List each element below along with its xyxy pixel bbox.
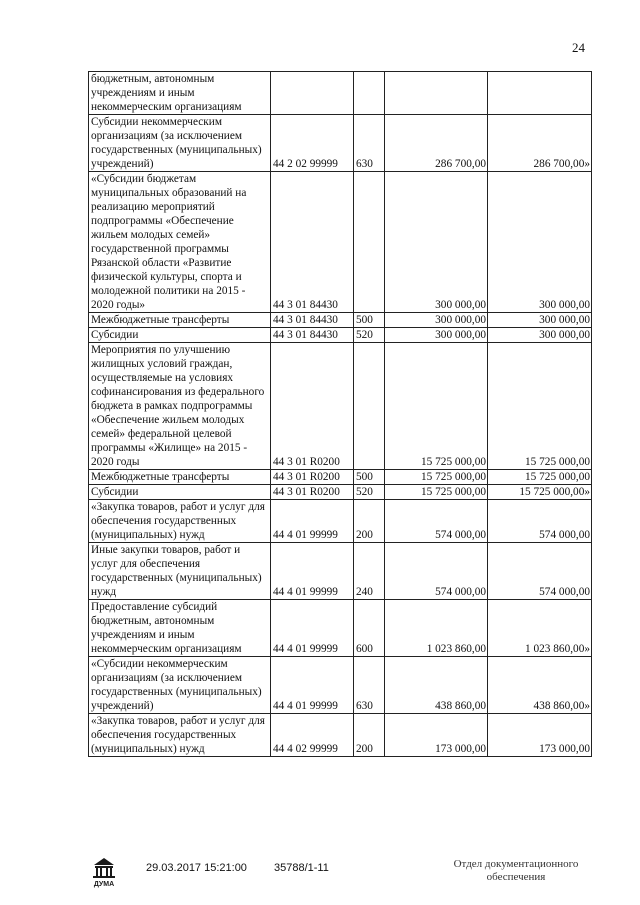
row-kind-cell: 520	[354, 328, 385, 343]
row-code-cell: 44 3 01 R0200	[271, 485, 354, 500]
table-row	[89, 485, 592, 500]
footer-date: 29.03.2017 15:21:00	[146, 862, 247, 874]
table-row	[89, 500, 592, 543]
row-name-cell: Предоставление субсидий бюджетным, автономным учреждениям и иным некоммерческим организациям	[89, 600, 271, 657]
row-kind-cell: 240	[354, 543, 385, 600]
row-code-cell: 44 4 01 99999	[271, 657, 354, 714]
row-sum-initial-cell: 15 725 000,00	[385, 485, 488, 500]
row-kind-cell: 630	[354, 115, 385, 172]
row-name-cell: «Субсидии некоммерческим организациям (за исключением государственных (муниципальных) учреждений)	[89, 657, 271, 714]
row-kind-cell: 500	[354, 313, 385, 328]
row-name-cell: Субсидии	[89, 328, 271, 343]
row-code-cell: 44 4 01 99999	[271, 600, 354, 657]
row-kind-cell: 520	[354, 485, 385, 500]
row-sum-final-cell: 15 725 000,00	[488, 470, 592, 485]
row-code-cell: 44 3 01 R0200	[271, 470, 354, 485]
row-kind-cell	[354, 72, 385, 115]
row-sum-initial-cell: 1 023 860,00	[385, 600, 488, 657]
duma-emblem-icon	[86, 856, 122, 888]
row-code-cell: 44 2 02 99999	[271, 115, 354, 172]
row-name-cell: Мероприятия по улучшению жилищных условий граждан, осуществляемые на условиях софинансирования из федерального бюджета в рамках подпрограммы «Обеспечение жильем молодых семей» федеральной целевой программы «Жилище» на 2015 - 2020 годы	[89, 343, 271, 470]
table-row	[89, 657, 592, 714]
table-row	[89, 470, 592, 485]
row-sum-initial-cell: 15 725 000,00	[385, 343, 488, 470]
row-name-cell: Межбюджетные трансферты	[89, 470, 271, 485]
table-row	[89, 343, 592, 470]
row-sum-final-cell: 438 860,00»	[488, 657, 592, 714]
footer	[0, 856, 640, 896]
row-sum-initial-cell: 15 725 000,00	[385, 470, 488, 485]
footer-department: Отдел документационного обеспечения	[453, 858, 579, 883]
row-name-cell: «Закупка товаров, работ и услуг для обеспечения государственных (муниципальных) нужд	[89, 500, 271, 543]
table-row	[89, 72, 592, 115]
row-sum-final-cell: 1 023 860,00»	[488, 600, 592, 657]
row-kind-cell	[354, 343, 385, 470]
table-row	[89, 600, 592, 657]
page-number: 24	[572, 40, 585, 55]
budget-table-body	[89, 72, 592, 757]
row-name-cell: Межбюджетные трансферты	[89, 313, 271, 328]
row-sum-final-cell: 15 725 000,00»	[488, 485, 592, 500]
row-sum-final-cell	[488, 72, 592, 115]
table-row	[89, 172, 592, 313]
row-kind-cell: 500	[354, 470, 385, 485]
row-kind-cell: 630	[354, 657, 385, 714]
table-row	[89, 543, 592, 600]
row-code-cell: 44 3 01 84430	[271, 328, 354, 343]
row-code-cell: 44 3 01 84430	[271, 313, 354, 328]
row-sum-final-cell: 15 725 000,00	[488, 343, 592, 470]
table-row	[89, 115, 592, 172]
row-kind-cell: 200	[354, 714, 385, 757]
row-sum-initial-cell: 300 000,00	[385, 328, 488, 343]
row-sum-final-cell: 286 700,00»	[488, 115, 592, 172]
row-sum-final-cell: 173 000,00	[488, 714, 592, 757]
row-sum-initial-cell	[385, 72, 488, 115]
row-code-cell: 44 4 02 99999	[271, 714, 354, 757]
row-kind-cell: 600	[354, 600, 385, 657]
row-sum-final-cell: 574 000,00	[488, 543, 592, 600]
table-row	[89, 328, 592, 343]
row-name-cell: бюджетным, автономным учреждениям и иным некоммерческим организациям	[89, 72, 271, 115]
row-sum-initial-cell: 300 000,00	[385, 313, 488, 328]
row-sum-final-cell: 300 000,00	[488, 313, 592, 328]
row-code-cell	[271, 72, 354, 115]
table-row	[89, 714, 592, 757]
row-name-cell: «Закупка товаров, работ и услуг для обеспечения государственных (муниципальных) нужд	[89, 714, 271, 757]
row-sum-initial-cell: 173 000,00	[385, 714, 488, 757]
row-name-cell: «Субсидии бюджетам муниципальных образований на реализацию мероприятий подпрограммы «Обеспечение жильем молодых семей» государственной программы Рязанской области «Развитие физической культуры, спорта и молодежной политики на 2015 - 2020 годы»	[89, 172, 271, 313]
row-name-cell: Субсидии некоммерческим организациям (за исключением государственных (муниципальных) учреждений)	[89, 115, 271, 172]
row-code-cell: 44 3 01 R0200	[271, 343, 354, 470]
row-code-cell: 44 4 01 99999	[271, 543, 354, 600]
emblem-label: ДУМА	[93, 881, 115, 888]
row-sum-initial-cell: 574 000,00	[385, 543, 488, 600]
row-sum-initial-cell: 286 700,00	[385, 115, 488, 172]
row-sum-initial-cell: 300 000,00	[385, 172, 488, 313]
footer-doc-number: 35788/1-11	[274, 862, 329, 874]
row-sum-initial-cell: 438 860,00	[385, 657, 488, 714]
row-code-cell: 44 4 01 99999	[271, 500, 354, 543]
table-row	[89, 313, 592, 328]
row-sum-final-cell: 574 000,00	[488, 500, 592, 543]
row-sum-initial-cell: 574 000,00	[385, 500, 488, 543]
row-kind-cell: 200	[354, 500, 385, 543]
row-code-cell: 44 3 01 84430	[271, 172, 354, 313]
row-sum-final-cell: 300 000,00	[488, 172, 592, 313]
row-name-cell: Иные закупки товаров, работ и услуг для обеспечения государственных (муниципальных) нужд	[89, 543, 271, 600]
row-sum-final-cell: 300 000,00	[488, 328, 592, 343]
budget-table	[88, 71, 592, 757]
row-name-cell: Субсидии	[89, 485, 271, 500]
row-kind-cell	[354, 172, 385, 313]
